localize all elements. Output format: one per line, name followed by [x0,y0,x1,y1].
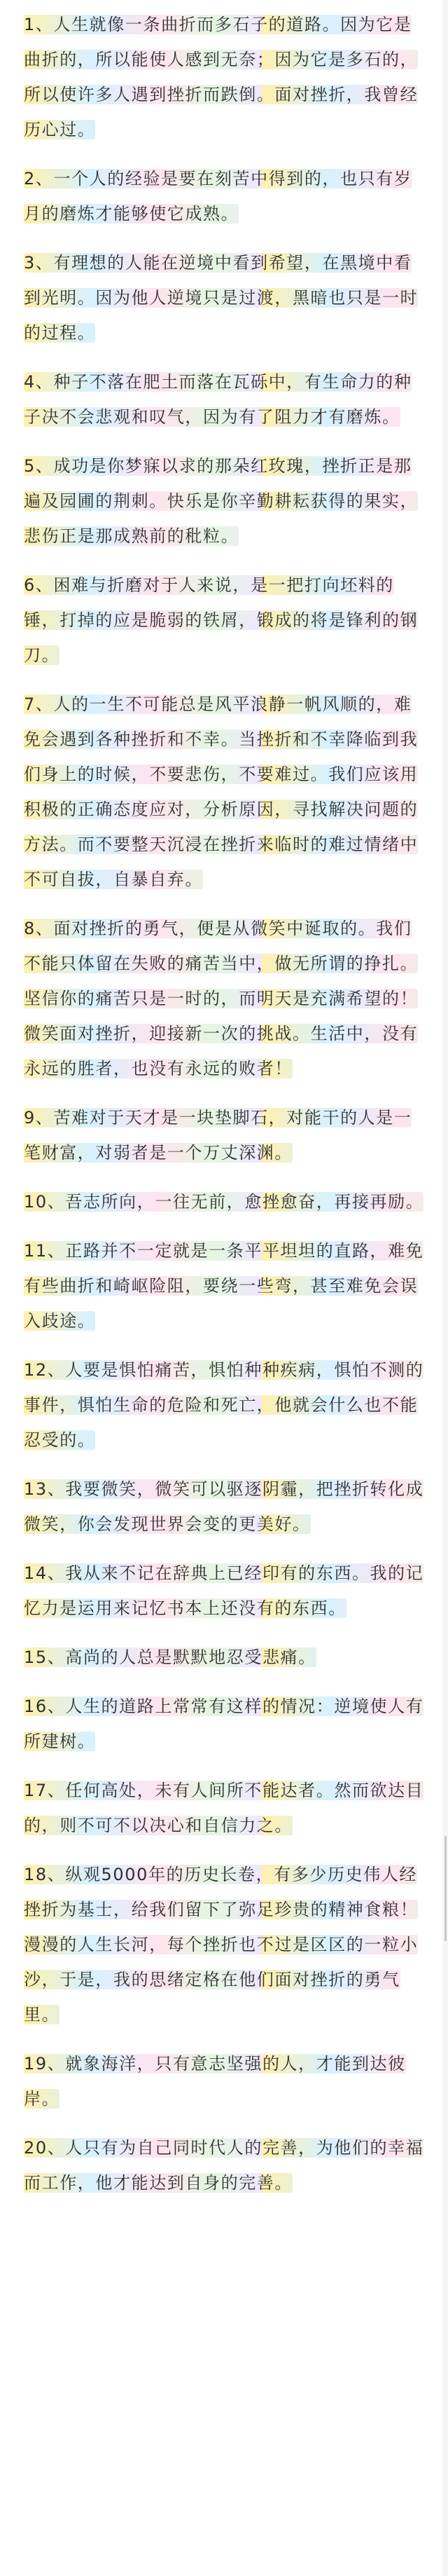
quote-item [24,1640,424,1675]
quote-item [24,1689,424,1759]
quote-item [24,1556,424,1626]
quote-item [24,2046,424,2116]
quote-text: 11、正路并不一定就是一条平平坦坦的直路，难免有些曲折和崎岖险阻，要绕一些弯，甚至难免会误入歧途。 [24,1241,424,1331]
quote-item [24,1233,424,1338]
quote-text: 4、种子不落在肥土而落在瓦砾中，有生命力的种子决不会悲观和叹气，因为有了阻力才有磨炼。 [24,372,412,427]
quote-text: 2、一个人的经验是要在刻苦中得到的，也只有岁月的磨炼才能够使它成熟。 [24,169,412,224]
page-scrollbar-thumb[interactable] [444,1836,447,1941]
quote-text: 18、纵观5000年的历史长卷，有多少历史伟人经挫折为基士，给我们留下了弥足珍贵的精神食粮！漫漫的人生长河，每个挫折也不过是区区的一粒小沙，于是，我的思绪定格在他们面对挫折的勇气里。 [24,1865,419,2025]
quote-text: 17、任何高处，未有人间所不能达者。然而欲达目的，则不可不以决心和自信力之。 [24,1781,424,1835]
quote-item [24,1352,424,1458]
quote-item [24,1857,424,2032]
quote-item [24,1773,424,1843]
quote-text: 13、我要微笑，微笑可以驱逐阴霾，把挫折转化成微笑，你会发现世界会变的更美好。 [24,1479,424,1534]
quote-text: 5、成功是你梦寐以求的那朵红玫瑰，挫折正是那遍及园圃的荆刺。快乐是你辛勤耕耘获得的果实，悲伤正是那成熟前的秕粒。 [24,456,419,546]
quote-item [24,448,424,554]
quote-text: 1、人生就像一条曲折而多石子的道路。因为它是曲折的，所以能使人感到无奈；因为它是多石的，所以使许多人遇到挫折而跌倒。面对挫折，我曾经历心过。 [24,15,419,139]
quote-text: 3、有理想的人能在逆境中看到希望，在黑境中看到光明。因为他人逆境只是过渡，黑暗也只是一时的过程。 [24,253,419,343]
quote-text: 12、人要是惧怕痛苦，惧怕种种疾病，惧怕不测的事件，惧怕生命的危险和死亡，他就会什么也不能忍受的。 [24,1360,424,1450]
quote-text: 10、吾志所向，一往无前，愈挫愈奋，再接再励。 [24,1192,424,1212]
quote-item [24,1472,424,1542]
quote-item [24,1184,424,1219]
quote-text: 20、人只有为自己同时代人的完善，为他们的幸福而工作，他才能达到自身的完善。 [24,2138,424,2193]
quote-item [24,2130,424,2200]
quote-text: 9、苦难对于天才是一块垫脚石，对能干的人是一笔财富，对弱者是一个万丈深渊。 [24,1108,412,1163]
quote-text: 7、人的一生不可能总是风平浪静一帆风顺的，难免会遇到各种挫折和不幸。当挫折和不幸降临到我们身上的时候，不要悲伤，不要难过。我们应该用积极的正确态度应对，分析原因，寻找解决问题的方法。而不要整天沉浸在挫折来临时的难过情绪中不可自拔，自暴自弃。 [24,694,419,889]
quote-text: 15、高尚的人总是默默地忍受悲痛。 [24,1647,316,1667]
quote-item [24,364,424,434]
quote-item [24,161,424,231]
quote-text: 19、就象海洋，只有意志坚强的人，才能到达彼岸。 [24,2054,406,2109]
quote-text: 16、人生的道路上常常有这样的情况：逆境使人有所建树。 [24,1697,424,1751]
quote-item [24,7,424,147]
quote-text: 8、面对挫折的勇气，便是从微笑中诞取的。我们不能只体留在失败的痛苦当中，做无所谓的挣扎。坚信你的痛苦只是一时的，而明天是充满希望的！微笑面对挫折，迎接新一次的挑战。生活中，没有永远的胜者，也没有永远的败者！ [24,919,419,1078]
page-scrollbar-track[interactable] [442,0,448,2576]
quote-text: 6、困难与折磨对于人来说，是一把打向坯料的锤，打掉的应是脆弱的铁屑，锻成的将是锋利的钢刀。 [24,575,419,665]
quote-item [24,568,424,673]
quote-item [24,1100,424,1170]
quote-item [24,687,424,897]
quote-text: 14、我从来不记在辞典上已经印有的东西。我的记忆力是运用来记忆书本上还没有的东西。 [24,1563,424,1618]
quote-item [24,911,424,1086]
quote-item [24,245,424,350]
